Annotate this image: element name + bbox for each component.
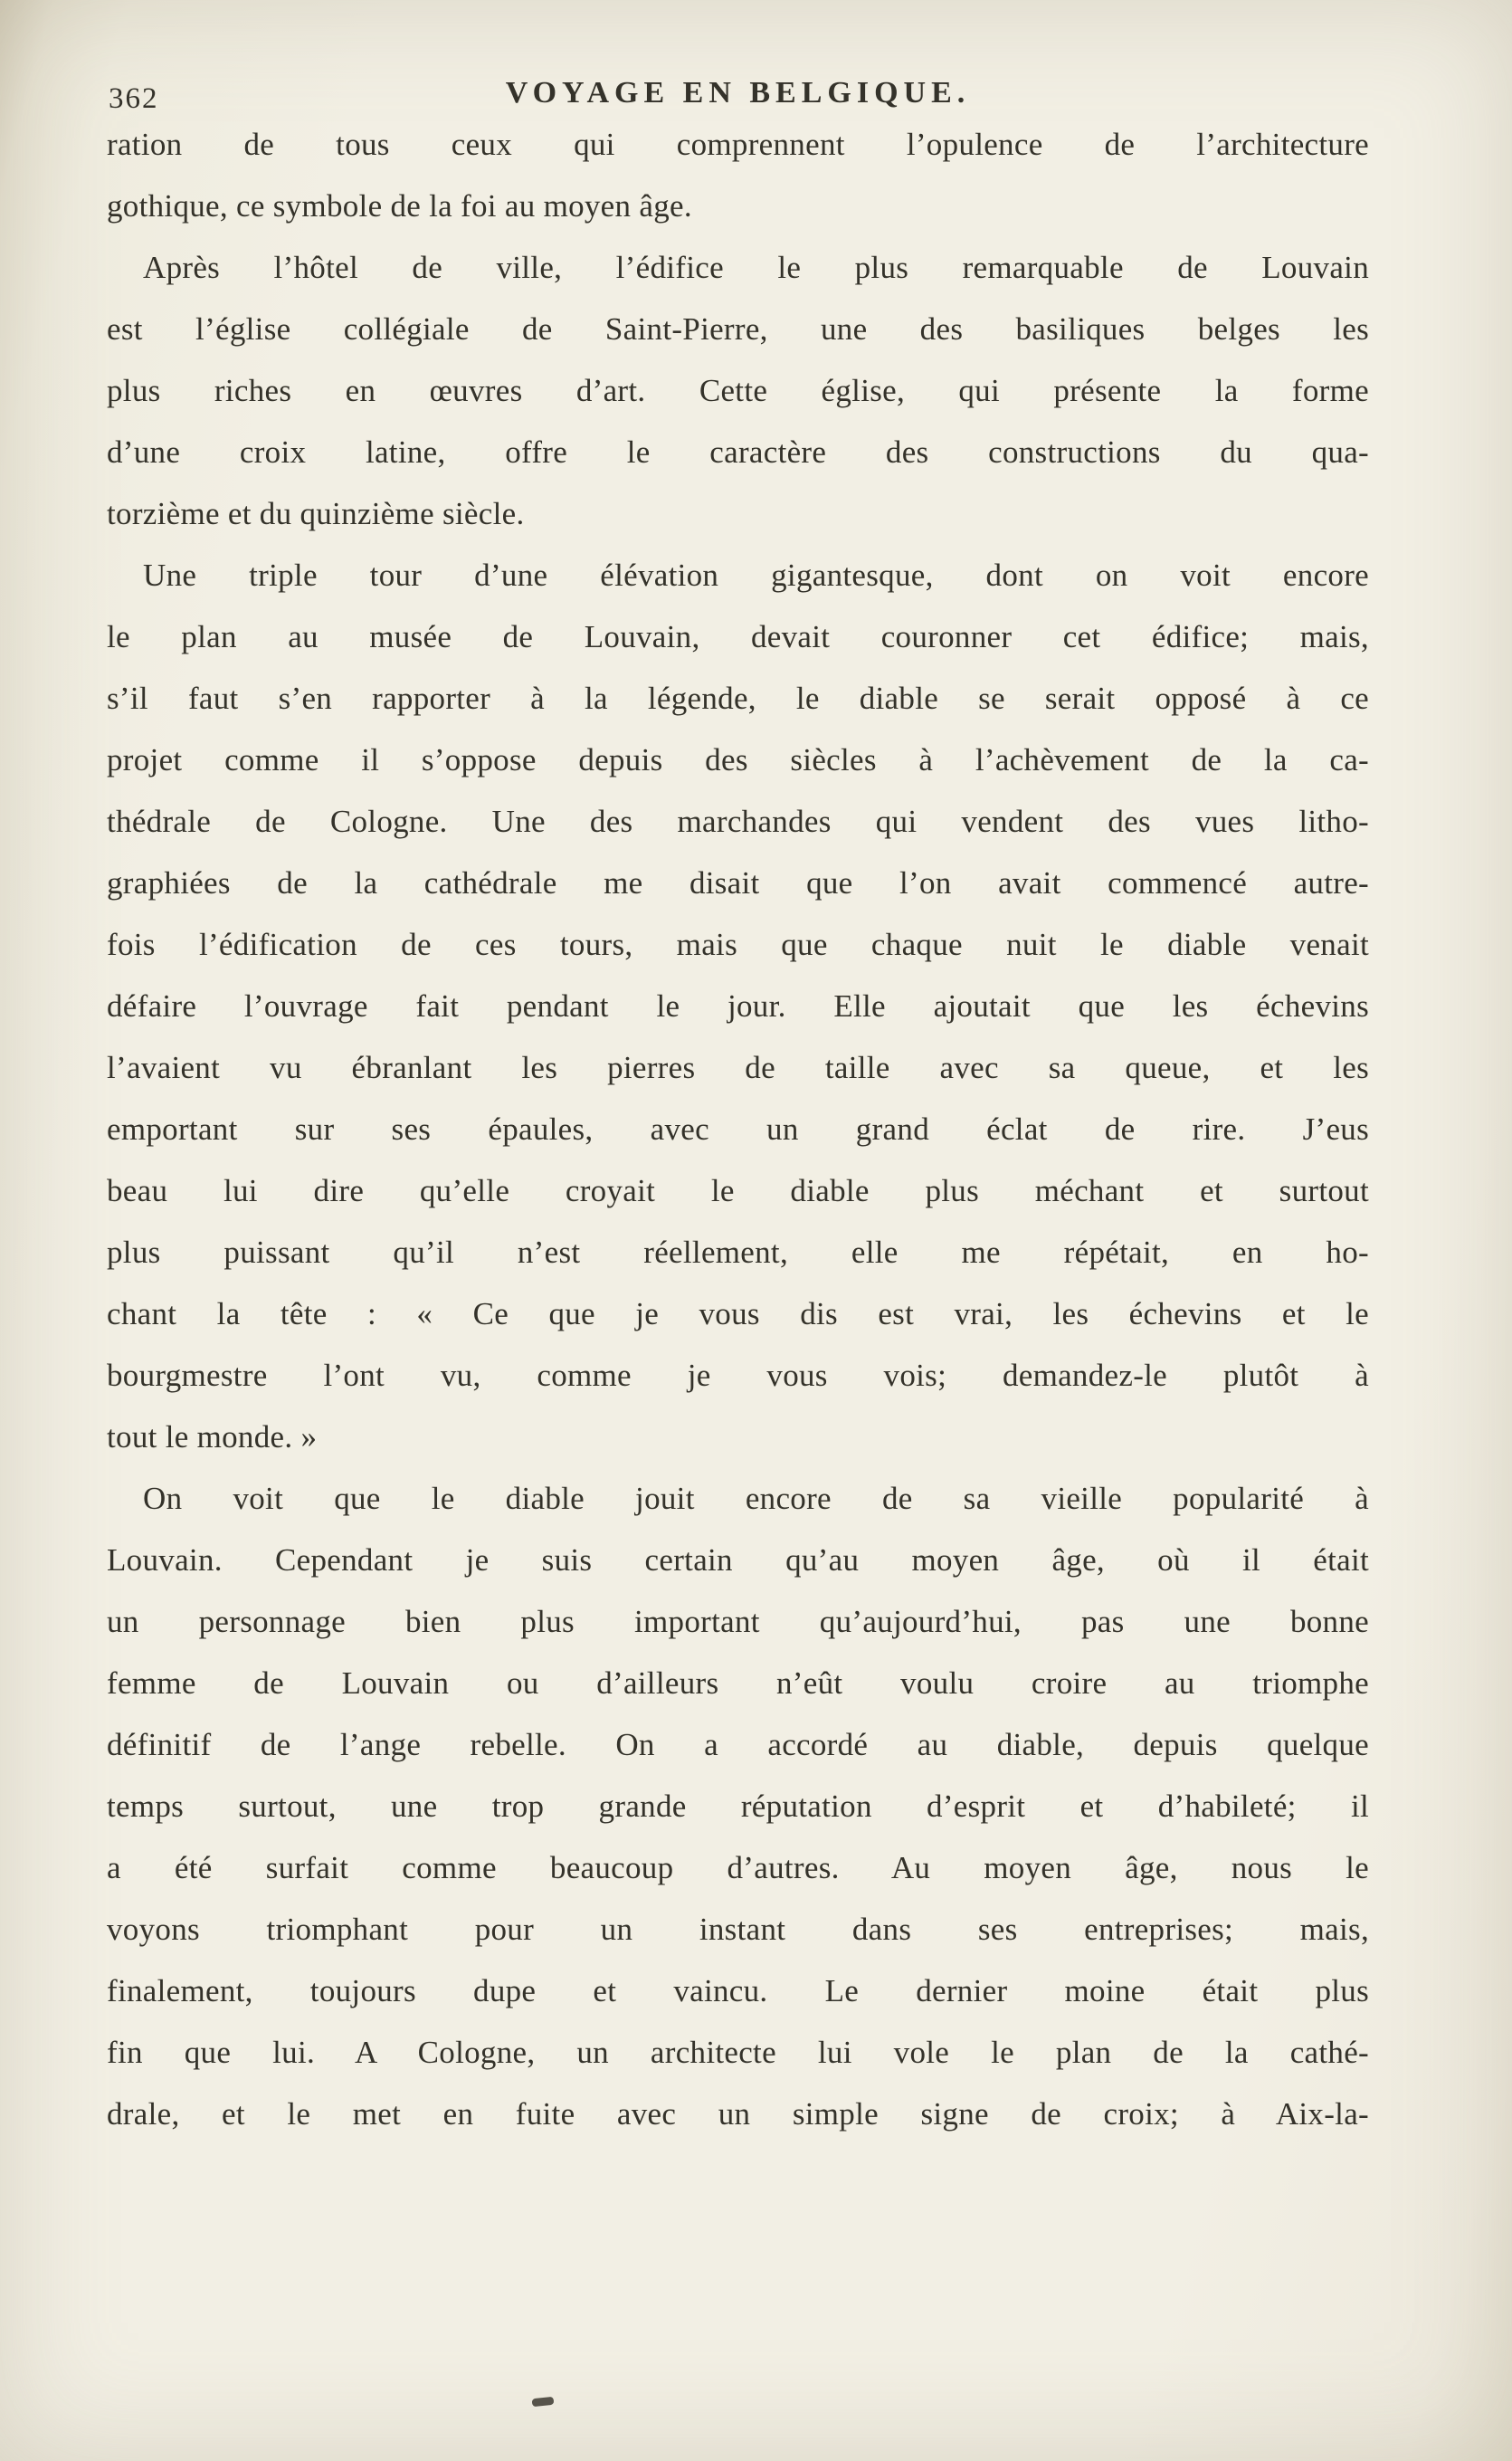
text-line: beau lui dire qu’elle croyait le diable plus méchant et surtout <box>107 1173 1369 1208</box>
running-title: VOYAGE EN BELGIQUE. <box>505 76 971 110</box>
text-line: emportant sur ses épaules, avec un grand éclat de rire. J’eus <box>107 1111 1369 1147</box>
text-line: le plan au musée de Louvain, devait couronner cet édifice; mais, <box>107 619 1369 654</box>
text-line: un personnage bien plus important qu’aujourd’hui, pas une bonne <box>107 1604 1369 1639</box>
text-line: thédrale de Cologne. Une des marchandes qui vendent des vues litho- <box>107 804 1369 839</box>
text-line: gothique, ce symbole de la foi au moyen âge. <box>107 188 692 224</box>
paragraph <box>107 1468 1369 2145</box>
text-line: torzième et du quinzième siècle. <box>107 496 525 531</box>
text-line: chant la tête : « Ce que je vous dis est vrai, les échevins et le <box>107 1296 1369 1331</box>
text-line: fin que lui. A Cologne, un architecte lui vole le plan de la cathé- <box>107 2035 1369 2070</box>
ink-mark <box>532 2397 555 2407</box>
text-line: projet comme il s’oppose depuis des siècles à l’achèvement de la ca- <box>107 742 1369 777</box>
text-line: temps surtout, une trop grande réputation d’esprit et d’habileté; il <box>107 1789 1369 1824</box>
text-line: s’il faut s’en rapporter à la légende, le diable se serait opposé à ce <box>107 681 1369 716</box>
paragraph <box>107 237 1369 545</box>
text-line: drale, et le met en fuite avec un simple signe de croix; à Aix-la- <box>107 2096 1369 2132</box>
text-line: On voit que le diable jouit encore de sa vieille popularité à <box>143 1481 1369 1516</box>
text-line: tout le monde. » <box>107 1419 318 1455</box>
text-line: est l’église collégiale de Saint-Pierre, une des basiliques belges les <box>107 311 1369 347</box>
text-line: voyons triomphant pour un instant dans ses entreprises; mais, <box>107 1912 1369 1947</box>
page-number: 362 <box>109 82 159 115</box>
text-line: définitif de l’ange rebelle. On a accordé au diable, depuis quelque <box>107 1727 1369 1762</box>
text-line: finalement, toujours dupe et vaincu. Le dernier moine était plus <box>107 1973 1369 2008</box>
text-line: fois l’édification de ces tours, mais que chaque nuit le diable venait <box>107 927 1369 962</box>
text-line: bourgmestre l’ont vu, comme je vous vois; demandez-le plutôt à <box>107 1358 1369 1393</box>
text-line: défaire l’ouvrage fait pendant le jour. Elle ajoutait que les échevins <box>107 988 1369 1024</box>
paragraph <box>107 545 1369 1468</box>
text-line: plus puissant qu’il n’est réellement, elle me répétait, en ho- <box>107 1235 1369 1270</box>
text-line: Louvain. Cependant je suis certain qu’au moyen âge, où il était <box>107 1542 1369 1578</box>
text-line: ration de tous ceux qui comprennent l’opulence de l’architecture <box>107 127 1369 162</box>
text-line: graphiées de la cathédrale me disait que l’on avait commencé autre- <box>107 865 1369 901</box>
text-line: plus riches en œuvres d’art. Cette église, qui présente la forme <box>107 373 1369 408</box>
text-line: l’avaient vu ébranlant les pierres de taille avec sa queue, et les <box>107 1050 1369 1085</box>
paragraph <box>107 114 1369 237</box>
text-line: Après l’hôtel de ville, l’édifice le plus remarquable de Louvain <box>143 250 1369 285</box>
text-block <box>107 114 1369 2145</box>
text-line: femme de Louvain ou d’ailleurs n’eût voulu croire au triomphe <box>107 1665 1369 1701</box>
text-line: d’une croix latine, offre le caractère des constructions du qua- <box>107 434 1369 470</box>
text-line: Une triple tour d’une élévation gigantesque, dont on voit encore <box>143 558 1369 593</box>
text-line: a été surfait comme beaucoup d’autres. Au moyen âge, nous le <box>107 1850 1369 1885</box>
